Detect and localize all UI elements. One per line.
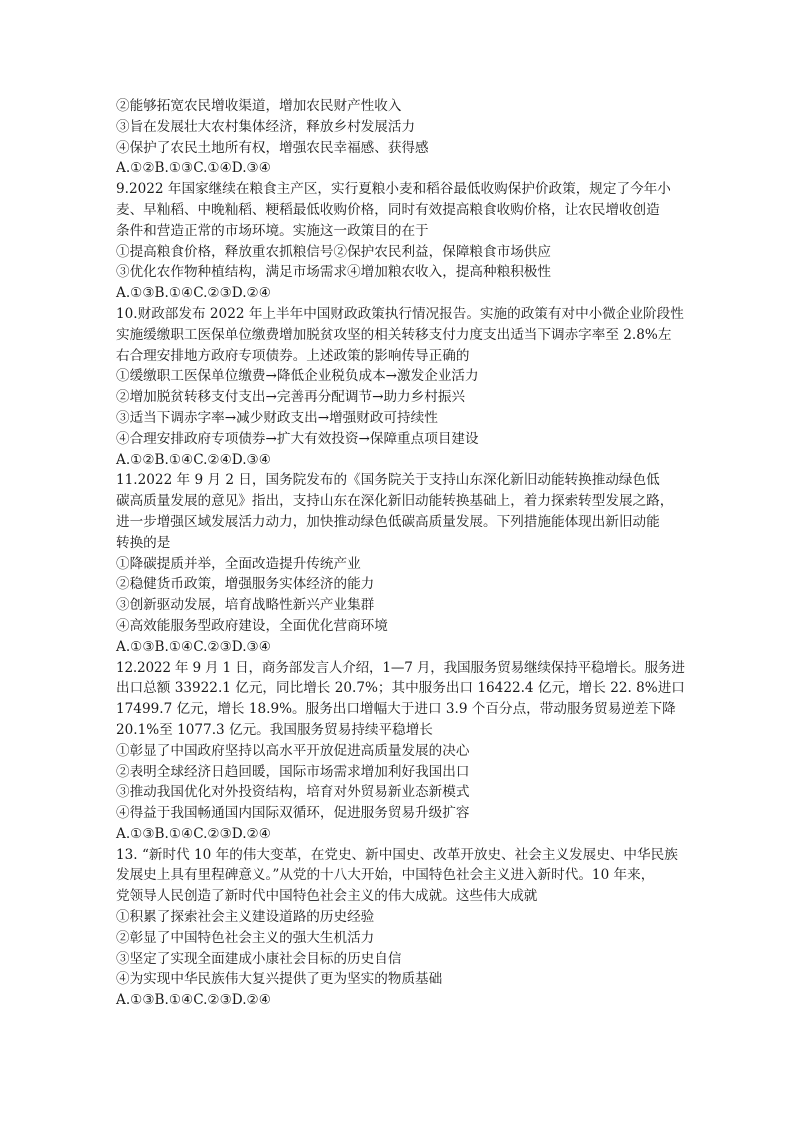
question-12-stem: 12.2022 年 9 月 1 日，商务部发言人介绍，1—7 月，我国服务贸易继续保持平稳增长。服务进 — [116, 659, 685, 676]
question-11-stem: 进一步增强区域发展活力动力，加快推动绿色低碳高质量发展。下列措施能体现出新旧动能 — [116, 513, 660, 530]
text-line: ③坚定了实现全面建成小康社会目标的历史自信 — [116, 950, 402, 967]
question-11-stem: 碳高质量发展的意见》指出，支持山东在深化新旧动能转换基础上，着力探索转型发展之路， — [116, 493, 674, 510]
text-line: ①提高粮食价格，释放重农抓粮信号②保护农民利益，保障粮食市场供应 — [116, 243, 551, 260]
question-13-stem: 发展史上具有里程碑意义。”从党的十八大开始，中国特色社会主义进入新时代。10 年来， — [116, 867, 655, 884]
question-11-stem: 11.2022 年 9 月 2 日，国务院发布的《国务院关于支持山东深化新旧动能转换推动绿色低 — [116, 472, 660, 489]
text-line: ③创新驱动发展，培育战略性新兴产业集群 — [116, 597, 375, 614]
text-line: ③优化农作物种植结构，满足市场需求④增加粮农收入，提高种粮积极性 — [116, 264, 551, 281]
text-line: ④保护了农民土地所有权，增强农民幸福感、获得感 — [116, 139, 429, 156]
question-9-stem: 条件和营造正常的市场环境。实施这一政策目的在于 — [116, 222, 429, 239]
text-line: ④合理安排政府专项债券→扩大有效投资→保障重点项目建设 — [116, 430, 479, 447]
text-line: ②表明全球经济日趋回暖，国际市场需求增加利好我国出口 — [116, 763, 470, 780]
question-13-stem: 13. “新时代 10 年的伟大变革，在党史、新中国史、改革开放史、社会主义发展史、中华民族 — [116, 846, 678, 863]
question-12-stem: 20.1%至 1077.3 亿元。我国服务贸易持续平稳增长 — [116, 721, 433, 738]
text-line: ①降碳提质并举，全面改造提升传统产业 — [116, 555, 361, 572]
text-line: ①缓缴职工医保单位缴费→降低企业税负成本→激发企业活力 — [116, 368, 479, 385]
answer-options: A.①③B.①④C.②③D.②④ — [116, 825, 271, 842]
answer-options: A.①③B.①④C.②③D.②④ — [116, 285, 271, 302]
question-10-stem: 10.财政部发布 2022 年上半年中国财政政策执行情况报告。实施的政策有对中小微企业阶段性 — [116, 305, 684, 322]
answer-options: A.①②B.①④C.②④D.③④ — [116, 451, 271, 468]
text-line: ②能够拓宽农民增收渠道，增加农民财产性收入 — [116, 98, 402, 114]
question-12-stem: 17499.7 亿元，增长 18.9%。服务出口增幅大于进口 3.9 个百分点，带动服务贸易逆差下降 — [116, 701, 676, 718]
text-line: ③推动我国优化对外投资结构，培育对外贸易新业态新模式 — [116, 784, 470, 801]
answer-options: A.①③B.①④C.②③D.③④ — [116, 638, 271, 655]
text-line: ②稳健货币政策，增强服务实体经济的能力 — [116, 576, 375, 593]
question-9-stem: 9.2022 年国家继续在粮食主产区，实行夏粮小麦和稻谷最低收购保护价政策，规定了今年小 — [116, 181, 671, 198]
answer-options: A.①③B.①④C.②③D.②④ — [116, 992, 271, 1009]
question-12-stem: 出口总额 33922.1 亿元，同比增长 20.7%；其中服务出口 16422.4 亿元，增长 22. 8%进口 — [116, 680, 685, 697]
text-line: ③旨在发展壮大农村集体经济，释放乡村发展活力 — [116, 118, 416, 135]
question-13-stem: 党领导人民创造了新时代中国特色社会主义的伟大成就。这些伟大成就 — [116, 888, 538, 905]
text-line: ①积累了探索社会主义建设道路的历史经验 — [116, 909, 375, 926]
document-page — [116, 96, 686, 1011]
question-9-stem: 麦、早籼稻、中晚籼稻、粳稻最低收购价格，同时有效提高粮食收购价格，让农民增收创造 — [116, 201, 660, 218]
text-line: ④高效能服务型政府建设，全面优化营商环境 — [116, 617, 388, 634]
text-line: ④为实现中华民族伟大复兴提供了更为坚实的物质基础 — [116, 971, 443, 988]
text-line: ④得益于我国畅通国内国际双循环，促进服务贸易升级扩容 — [116, 805, 470, 822]
text-line: ②增加脱贫转移支付支出→完善再分配调节→助力乡村振兴 — [116, 389, 466, 406]
text-line: ③适当下调赤字率→减少财政支出→增强财政可持续性 — [116, 409, 438, 426]
question-10-stem: 实施缓缴职工医保单位缴费增加脱贫攻坚的相关转移支付力度支出适当下调赤字率至 2.8%左 — [116, 326, 672, 343]
question-10-stem: 右合理安排地方政府专项债券。上述政策的影响传导正确的 — [116, 347, 470, 364]
question-11-stem: 转换的是 — [116, 534, 171, 551]
answer-options: A.①②B.①③C.①④D.③④ — [116, 160, 271, 177]
text-line: ①彰显了中国政府坚持以高水平开放促进高质量发展的决心 — [116, 742, 470, 759]
text-line: ②彰显了中国特色社会主义的强大生机活力 — [116, 929, 375, 946]
